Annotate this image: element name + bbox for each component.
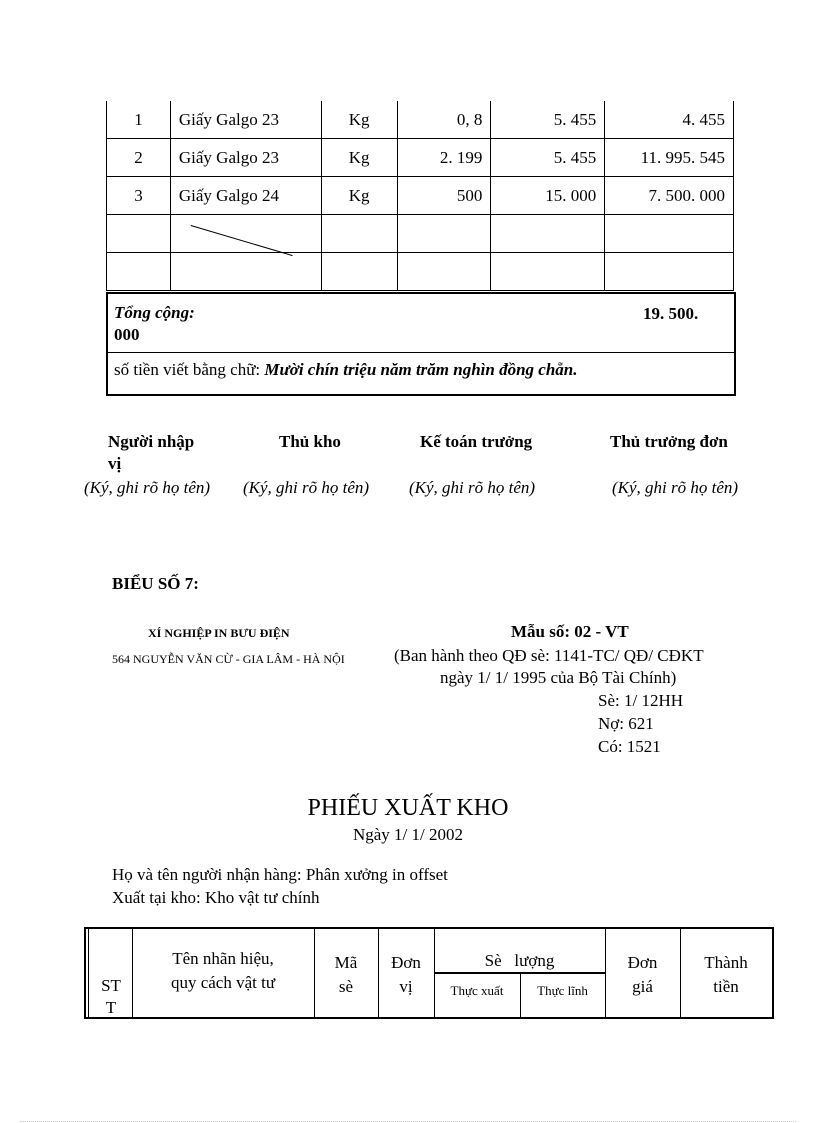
signature-title-receiver: Người nhập bbox=[108, 432, 195, 451]
header-qty-actual-received: Thực lĩnh bbox=[537, 983, 588, 998]
form-decree: (Ban hành theo QĐ sè: 1141-TC/ QĐ/ CĐKT bbox=[394, 646, 704, 665]
diagonal-line bbox=[191, 225, 293, 256]
company-name: XÍ NGHIỆP IN BƯU ĐIỆN bbox=[148, 626, 290, 640]
words-value: Mười chín triệu năm trăm nghìn đồng chẵn. bbox=[264, 360, 578, 379]
diagonal-strike bbox=[170, 215, 321, 253]
row-stt: 1 bbox=[107, 101, 171, 139]
company-address: 564 NGUYỄN VĂN CỪ - GIA LÂM - HÀ NỘI bbox=[112, 652, 345, 666]
row-name: Giấy Galgo 23 bbox=[170, 101, 321, 139]
table-row bbox=[107, 177, 734, 215]
total-box bbox=[106, 292, 736, 396]
warehouse-line: Xuất tại kho: Kho vật tư chính bbox=[112, 888, 320, 907]
signature-note: (Ký, ghi rõ họ tên) bbox=[612, 478, 739, 497]
row-amount: 7. 500. 000 bbox=[605, 177, 734, 215]
header-qty-actual-out: Thực xuất bbox=[450, 983, 504, 998]
receiver-line: Họ và tên người nhận hàng: Phân xưởng in offset bbox=[112, 865, 448, 884]
document-date: Ngày 1/ 1/ 2002 bbox=[352, 825, 464, 844]
signature-title-head: Thủ trưởng đơn bbox=[610, 432, 728, 451]
form-credit: Có: 1521 bbox=[598, 737, 661, 756]
words-prefix: số tiền viết bằng chữ: bbox=[114, 360, 261, 379]
amount-in-words bbox=[114, 360, 578, 380]
row-unit: Kg bbox=[321, 177, 397, 215]
total-value: 19. 500. bbox=[643, 304, 699, 323]
empty-row bbox=[107, 215, 734, 253]
header-unit: Đơn vị bbox=[391, 953, 421, 996]
signature-title-receiver-cont: vị bbox=[108, 454, 122, 473]
row-qty: 0, 8 bbox=[397, 101, 491, 139]
row-qty: 500 bbox=[397, 177, 491, 215]
header-unit-price: Đơn giá bbox=[627, 953, 658, 996]
signature-note: (Ký, ghi rõ họ tên) bbox=[84, 478, 211, 497]
row-qty: 2. 199 bbox=[397, 139, 491, 177]
row-price: 5. 455 bbox=[491, 101, 605, 139]
empty-row bbox=[107, 253, 734, 291]
row-price: 15. 000 bbox=[491, 177, 605, 215]
row-price: 5. 455 bbox=[491, 139, 605, 177]
form-debit: Nợ: 621 bbox=[598, 714, 654, 733]
row-name: Giấy Galgo 23 bbox=[170, 139, 321, 177]
header-code: Mã sè bbox=[334, 953, 358, 996]
header-stt: ST T bbox=[101, 976, 121, 1017]
form-decree-date: ngày 1/ 1/ 1995 của Bộ Tài Chính) bbox=[440, 668, 677, 687]
form-number: Sè: 1/ 12HH bbox=[598, 691, 683, 710]
signature-title-chief-accountant: Kế toán trưởng bbox=[420, 432, 533, 451]
document-title: PHIẾU XUẤT KHO bbox=[307, 795, 509, 821]
page-bottom-rule bbox=[20, 1121, 796, 1122]
header-quantity: Sè lượng bbox=[484, 951, 555, 970]
row-stt: 3 bbox=[107, 177, 171, 215]
signature-note: (Ký, ghi rõ họ tên) bbox=[409, 478, 536, 497]
row-name: Giấy Galgo 24 bbox=[170, 177, 321, 215]
row-amount: 11. 995. 545 bbox=[605, 139, 734, 177]
header-amount: Thành tiền bbox=[704, 953, 748, 996]
signature-title-storekeeper: Thủ kho bbox=[279, 432, 341, 451]
table-row bbox=[107, 101, 734, 139]
row-unit: Kg bbox=[321, 139, 397, 177]
header-item-name: Tên nhãn hiệu, quy cách vật tư bbox=[170, 949, 276, 992]
section-label: BIỂU SỐ 7: bbox=[112, 574, 199, 593]
row-unit: Kg bbox=[321, 101, 397, 139]
issue-items-table-header bbox=[84, 927, 774, 1019]
form-code: Mẫu số: 02 - VT bbox=[511, 622, 629, 641]
row-amount: 4. 455 bbox=[605, 101, 734, 139]
total-row bbox=[108, 294, 734, 353]
table-row bbox=[107, 139, 734, 177]
signature-note: (Ký, ghi rõ họ tên) bbox=[243, 478, 370, 497]
total-label: Tổng cộng: bbox=[114, 303, 195, 322]
total-label-continuation: 000 bbox=[114, 325, 140, 344]
top-items-table bbox=[106, 101, 734, 291]
row-stt: 2 bbox=[107, 139, 171, 177]
